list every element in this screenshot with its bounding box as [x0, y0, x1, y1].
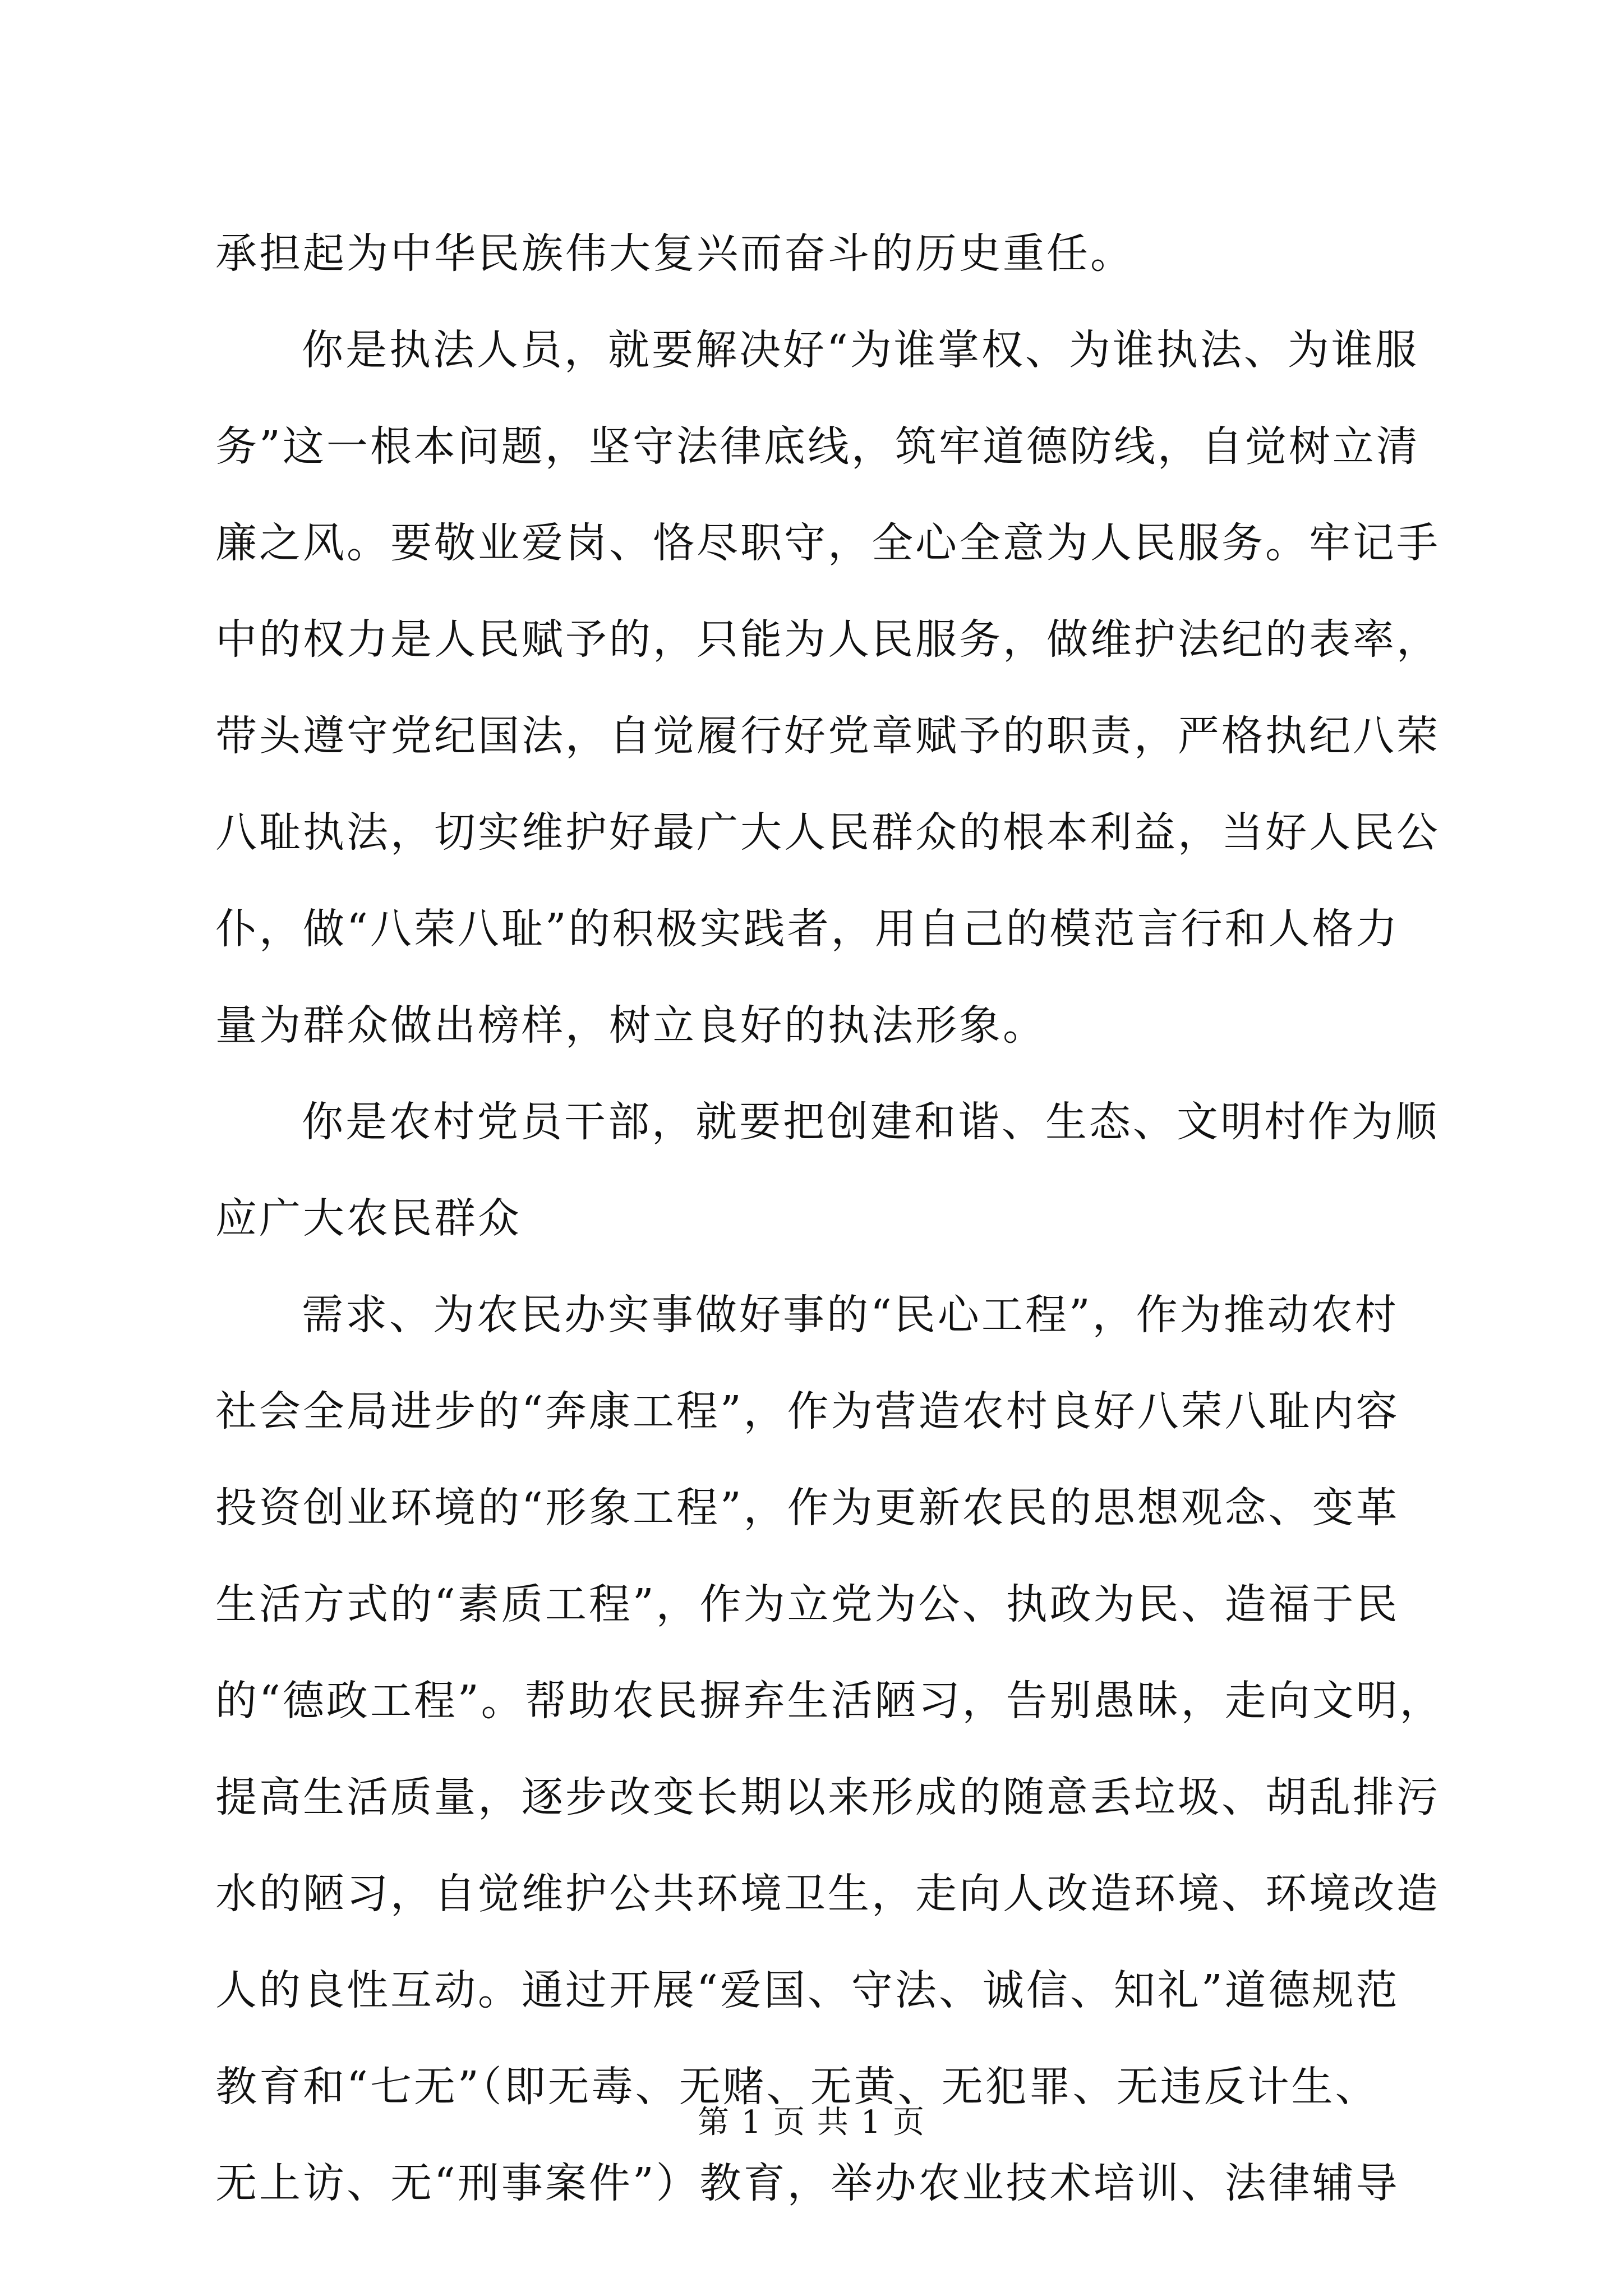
- text-line: 水的陋习，自觉维护公共环境卫生，走向人改造环境、环境改造: [215, 1870, 1440, 1918]
- text-line: 中的权力是人民赋予的，只能为人民服务，做维护法纪的表率，: [215, 615, 1440, 664]
- text-line: 务”这一根本问题，坚守法律底线，筑牢道德防线，自觉树立清: [215, 422, 1420, 471]
- text-line: 应广大农民群众: [215, 1194, 522, 1243]
- text-line: 社会全局进步的“奔康工程”，作为营造农村良好八荣八耻内容: [215, 1387, 1400, 1435]
- text-line: 仆，做“八荣八耻”的积极实践者，用自己的模范言行和人格力: [215, 905, 1400, 953]
- text-line: 投资创业环境的“形象工程”，作为更新农民的思想观念、变革: [215, 1484, 1400, 1532]
- text-line: 需求、为农民办实事做好事的“民心工程”，作为推动农村: [302, 1291, 1399, 1339]
- document-body: [215, 205, 1444, 2231]
- text-line: 带头遵守党纪国法，自觉履行好党章赋予的职责，严格执纪八荣: [215, 712, 1440, 760]
- text-line: 你是执法人员，就要解决好“为谁掌权、为谁执法、为谁服: [302, 326, 1419, 374]
- text-line: 人的良性互动。通过开展“爱国、守法、诚信、知礼”道德规范: [215, 1966, 1400, 2014]
- text-line: 量为群众做出榜样，树立良好的执法形象。: [215, 1001, 1046, 1050]
- text-line: 八耻执法，切实维护好最广大人民群众的根本利益，当好人民公: [215, 808, 1440, 857]
- text-line: 的“德政工程”。帮助农民摒弃生活陋习，告别愚昧，走向文明，: [215, 1677, 1444, 1725]
- text-line: 教育和“七无”（即无毒、无赌、无黄、无犯罪、无违反计生、: [215, 2063, 1379, 2111]
- page-number-footer: 第 1 页 共 1 页: [697, 2104, 926, 2141]
- text-line: 生活方式的“素质工程”，作为立党为公、执政为民、造福于民: [215, 1580, 1400, 1628]
- text-line: 廉之风。要敬业爱岗、恪尽职守，全心全意为人民服务。牢记手: [215, 519, 1440, 567]
- text-line: 承担起为中华民族伟大复兴而奋斗的历史重任。: [215, 229, 1134, 278]
- text-line: 无上访、无“刑事案件”）教育，举办农业技术培训、法律辅导: [215, 2159, 1400, 2207]
- text-line: 你是农村党员干部，就要把创建和谐、生态、文明村作为顺: [302, 1098, 1439, 1146]
- text-line: 提高生活质量，逐步改变长期以来形成的随意丢垃圾、胡乱排污: [215, 1773, 1440, 1821]
